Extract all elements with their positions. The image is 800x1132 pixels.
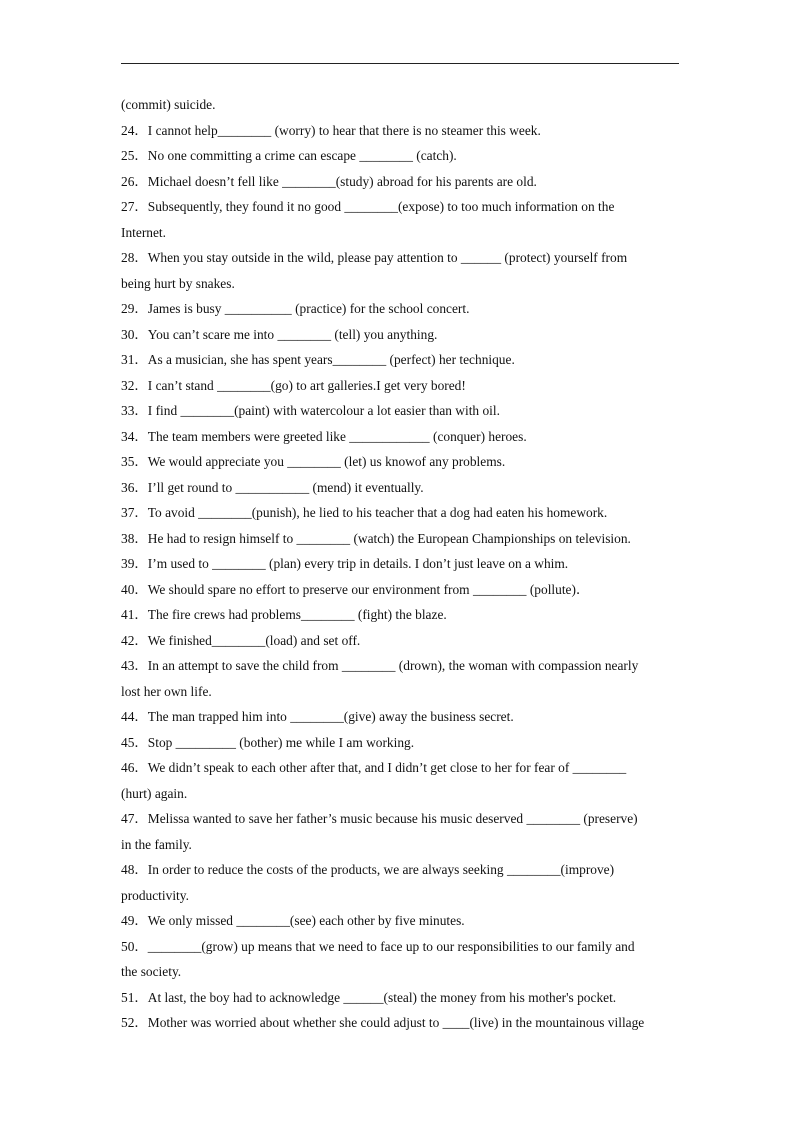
question-41: 41．The fire crews had problems________ (fight) the blaze. bbox=[121, 607, 447, 622]
question-50: 50．________(grow) up means that we need to face up to our responsibilities to our family and bbox=[121, 938, 635, 954]
question-47-cont: in the family. bbox=[121, 836, 192, 852]
question-30: 30．You can’t scare me into ________ (tell) you anything. bbox=[121, 326, 438, 342]
question-29: 29．James is busy __________ (practice) for the school concert. bbox=[121, 301, 470, 316]
question-38: 38．He had to resign himself to ________ (watch) the European Championships on television. bbox=[121, 530, 631, 546]
question-46: 46．We didn’t speak to each other after that, and I didn’t get close to her for fear of ________ bbox=[121, 760, 627, 775]
question-26: 26．Michael doesn’t fell like ________(study) abroad for his parents are old. bbox=[121, 173, 537, 189]
question-40: 40．We should spare no effort to preserve our environment from ________ (pollute)． bbox=[121, 581, 590, 597]
question-31: 31．As a musician, she has spent years________ (perfect) her technique. bbox=[121, 352, 515, 367]
question-43-cont: lost her own life. bbox=[121, 683, 212, 699]
exercise-list bbox=[121, 92, 681, 1036]
question-24: 24．I cannot help________ (worry) to hear that there is no steamer this week. bbox=[121, 122, 541, 138]
header-rule bbox=[121, 63, 679, 64]
question-42: 42．We finished________(load) and set off. bbox=[121, 632, 361, 648]
question-32: 32．I can’t stand ________(go) to art galleries.I get very bored! bbox=[121, 377, 466, 393]
text-line: (commit) suicide. bbox=[121, 97, 216, 112]
question-27-cont: Internet. bbox=[121, 224, 166, 240]
question-48: 48．In order to reduce the costs of the products, we are always seeking ________(improve) bbox=[121, 862, 615, 877]
question-25: 25．No one committing a crime can escape ________ (catch). bbox=[121, 148, 457, 163]
question-47: 47．Melissa wanted to save her father’s music because his music deserved ________ (preserve) bbox=[121, 811, 638, 826]
question-27: 27．Subsequently, they found it no good ________(expose) to too much information on the bbox=[121, 199, 615, 214]
question-28: 28．When you stay outside in the wild, please pay attention to ______ (protect) yourself from bbox=[121, 250, 628, 265]
question-51: 51．At last, the boy had to acknowledge ______(steal) the money from his mother's pocket. bbox=[121, 989, 617, 1005]
question-37: 37．To avoid ________(punish), he lied to his teacher that a dog had eaten his homework. bbox=[121, 505, 608, 520]
question-39: 39．I’m used to ________ (plan) every trip in details. I don’t just leave on a whim. bbox=[121, 556, 569, 571]
question-36: 36．I’ll get round to ___________ (mend) it eventually. bbox=[121, 479, 424, 495]
question-43: 43．In an attempt to save the child from ________ (drown), the woman with compassion nearly bbox=[121, 658, 639, 673]
question-35: 35．We would appreciate you ________ (let) us knowof any problems. bbox=[121, 454, 506, 469]
question-34: 34．The team members were greeted like ____________ (conquer) heroes. bbox=[121, 428, 527, 444]
question-45: 45．Stop _________ (bother) me while I am working. bbox=[121, 734, 415, 750]
question-28-cont: being hurt by snakes. bbox=[121, 275, 235, 291]
question-50-cont: the society. bbox=[121, 964, 182, 979]
question-46-cont: (hurt) again. bbox=[121, 785, 188, 801]
question-48-cont: productivity. bbox=[121, 887, 189, 903]
question-44: 44．The man trapped him into ________(give) away the business secret. bbox=[121, 709, 514, 724]
question-49: 49．We only missed ________(see) each other by five minutes. bbox=[121, 913, 465, 928]
question-52: 52．Mother was worried about whether she could adjust to ____(live) in the mountainous village bbox=[121, 1015, 645, 1030]
question-33: 33．I find ________(paint) with watercolour a lot easier than with oil. bbox=[121, 403, 500, 418]
